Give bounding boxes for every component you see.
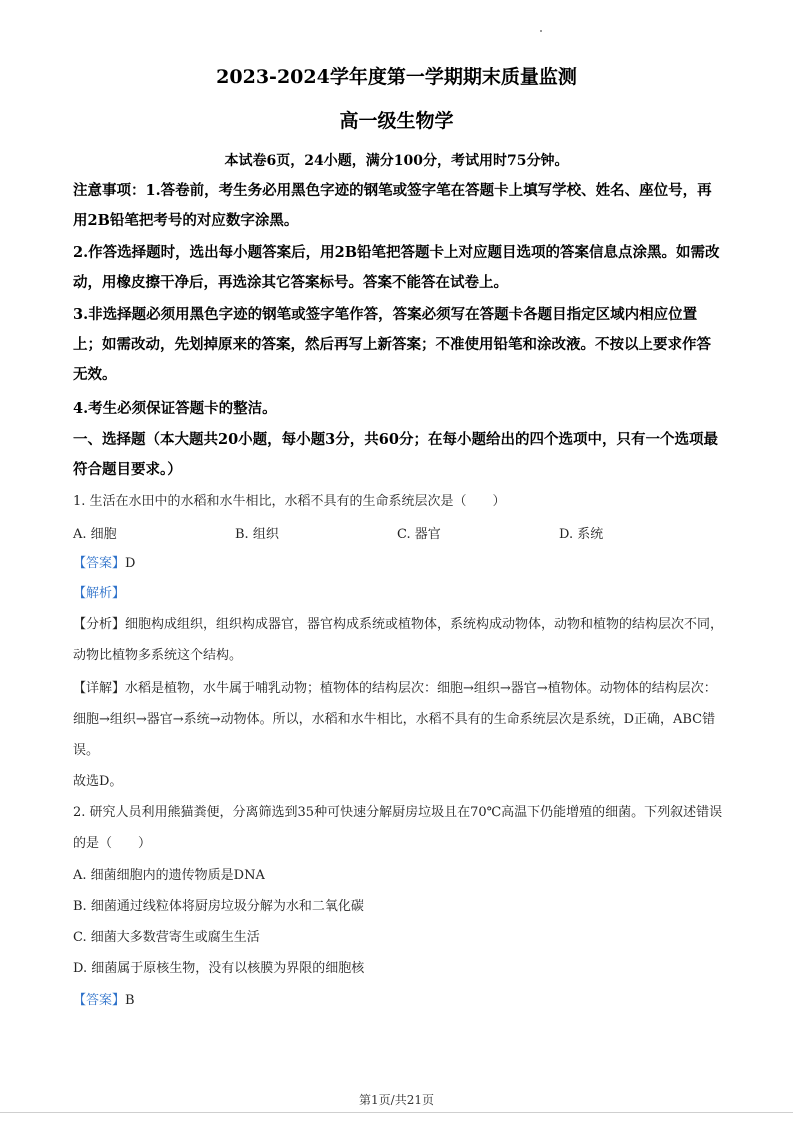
q1-option-d: D. 系统 [559,527,604,542]
q1-xiangjie [73,673,725,766]
scan-speck [540,30,542,32]
fenxi-tag: 【分析】 [73,617,126,632]
q1-analysis [73,584,733,604]
answer-value: D [125,556,136,571]
exam-subject: 高一级生物学 [339,110,454,132]
answer-tag: 【答案】 [73,556,126,571]
answer-value: B [125,993,135,1008]
notice-item-1: 注意事项：1.答卷前，考生务必用黑色字迹的钢笔或签字笔在答题卡上填写学校、姓名、座位号，再用2B铅笔把考号的对应数字涂黑。 [73,182,712,229]
q1-answer [73,554,733,574]
section-heading: 一、选择题（本大题共20小题，每小题3分，共60分；在每小题给出的四个选项中，只有一个选项最符合题目要求。） [73,431,718,478]
exam-info: 本试卷6页，24小题，满分100分，考试用时75分钟。 [224,153,569,169]
analysis-tag: 【解析】 [73,586,126,601]
page-number: 第1页/共21页 [359,1093,434,1107]
q1-conclusion: 故选D。 [73,774,123,789]
notice-item-3: 3.非选择题必须用黑色字迹的钢笔或签字笔作答，答案必须写在答题卡各题目指定区域内相应位置上；如需改动，先划掉原来的答案，然后再写上新答案；不准使用铅笔和涂改液。不按以上要求作答无效。 [73,306,711,383]
xiangjie-tag: 【详解】 [73,681,126,696]
notice-item-2: 2.作答选择题时，选出每小题答案后，用2B铅笔把答题卡上对应题目选项的答案信息点涂黑。如需改动，用橡皮擦干净后，再选涂其它答案标号。答案不能答在试卷上。 [73,244,720,291]
q2-answer [73,991,733,1011]
exam-title: 2023-2024学年度第一学期期末质量监测 [216,66,577,88]
q1-option-b: B. 组织 [235,527,279,542]
q1-option-c: C. 器官 [397,527,441,542]
fenxi-text: 细胞构成组织，组织构成器官，器官构成系统或植物体，系统构成动物体，动物和植物的结构层次不同，动物比植物多系统这个结构。 [73,617,724,663]
q2-option-a: A. 细菌细胞内的遗传物质是DNA [73,868,265,883]
footer-divider [0,1112,793,1113]
q2-option-c: C. 细菌大多数营寄生或腐生生活 [73,930,260,945]
q1-option-a: A. 细胞 [73,527,117,542]
q1-fenxi [73,609,725,671]
notice-item-4: 4.考生必须保证答题卡的整洁。 [73,400,277,417]
question-1-stem: 1. 生活在水田中的水稻和水牛相比，水稻不具有的生命系统层次是（ ） [73,494,506,509]
q2-option-b: B. 细菌通过线粒体将厨房垃圾分解为水和二氧化碳 [73,899,364,914]
question-2-stem: 2. 研究人员利用熊猫粪便，分离筛选到35种可快速分解厨房垃圾且在70℃高温下仍能增殖的细菌。下列叙述错误的是（ ） [73,805,723,851]
q2-option-d: D. 细菌属于原核生物，没有以核膜为界限的细胞核 [73,961,365,976]
answer-tag: 【答案】 [73,993,126,1008]
xiangjie-text: 水稻是植物，水牛属于哺乳动物；植物体的结构层次：细胞→组织→器官→植物体。动物体的结构层次：细胞→组织→器官→系统→动物体。所以，水稻和水牛相比，水稻不具有的生命系统层次是系统，D正确，ABC错误。 [73,681,717,758]
